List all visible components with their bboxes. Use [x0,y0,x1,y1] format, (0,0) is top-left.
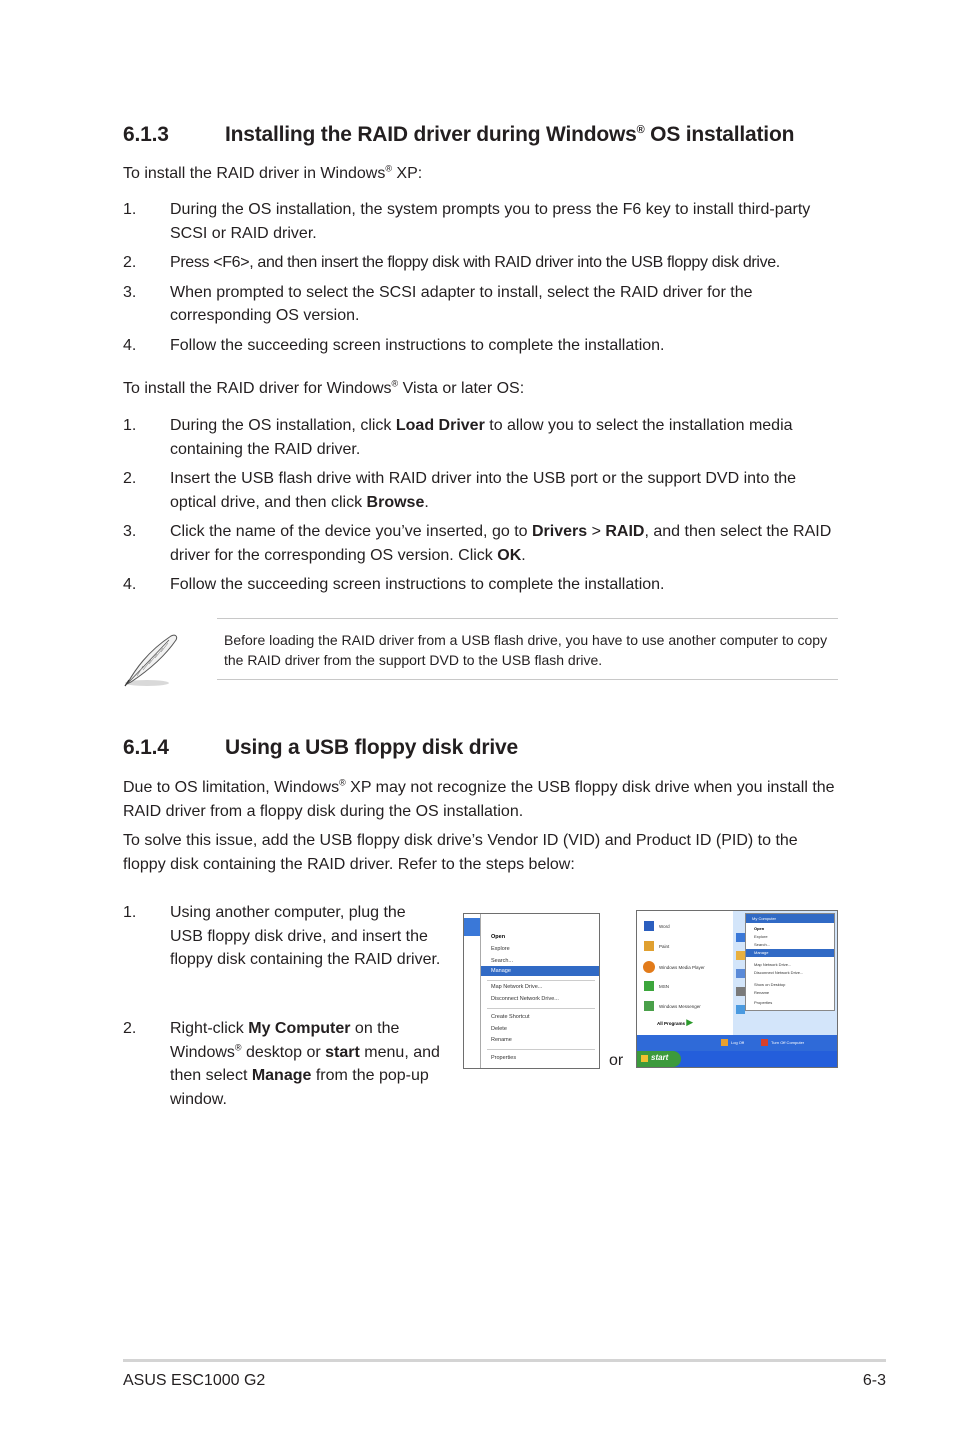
list-item[interactable]: Windows Messenger [659,1004,701,1009]
note-text: Before loading the RAID driver from a USB flash drive, you have to use another computer to copy the RAID driver from the support DVD to the USB flash drive. [224,632,828,668]
green-arrow-icon: ▶ [686,1017,694,1027]
list-item[interactable]: Windows Media Player [659,965,705,970]
list-item[interactable]: Paint [659,944,670,949]
note-top-rule [217,618,838,619]
footer-rule [123,1359,886,1362]
folder-icon [736,1005,745,1014]
section-613-title: Installing the RAID driver during Windows® OS installation [225,123,795,146]
menu-item[interactable]: Disconnect Network Drive... [491,996,559,1002]
menu-item[interactable]: Properties [754,1000,773,1005]
menu-item[interactable]: Map Network Drive... [754,962,792,967]
vista-intro: To install the RAID driver for Windows® Vista or later OS: [123,378,525,397]
footer-page-number: 6-3 [862,1372,886,1389]
paragraph: To solve this issue, add the USB floppy disk drive’s Vendor ID (VID) and Product ID (PID) to the floppy disk containing the RAID driver. Refer to the steps below: [123,832,798,873]
list-item: 4. Follow the succeeding screen instructions to complete the installation. [123,576,665,593]
or-label: or [609,1052,624,1069]
menu-item[interactable]: Open [754,926,765,931]
start-button[interactable]: start [637,1051,681,1067]
menu-item-my-computer[interactable]: My Computer [746,914,834,923]
divider [487,980,595,981]
menu-item[interactable]: Disconnect Network Drive... [754,970,804,975]
menu-item[interactable]: Explore [754,934,768,939]
list-item: 2. Right-click My Computer on the Windows® desktop or start menu, and then select Manage from the pop-up window. [123,1020,440,1108]
windows-logo-icon [641,1055,648,1062]
menu-item[interactable]: Explore [491,946,510,952]
list-item: 2. Insert the USB flash drive with RAID driver into the USB port or the support DVD into the optical drive, and then click Browse. [123,470,797,511]
start-menu-screenshot [636,910,838,1068]
turn-off-button[interactable]: Turn Off Computer [771,1040,805,1045]
list-item: 1. During the OS installation, the system prompts you to press the F6 key to install third-party SCSI or RAID driver. [123,201,811,242]
all-programs-item[interactable]: All Programs ▶ [657,1017,694,1027]
paragraph: Due to OS limitation, Windows® XP may not recognize the USB floppy disk drive when you install the RAID driver from a floppy disk during the OS installation. [123,777,835,820]
section-614-number: 6.1.4 [123,736,169,759]
media-player-icon [643,961,655,973]
xp-intro: To install the RAID driver in Windows® XP: [123,163,423,182]
menu-item[interactable]: Properties [491,1055,517,1061]
folder-icon [736,969,745,978]
menu-item[interactable]: Rename [491,1037,512,1043]
log-off-icon [721,1039,728,1046]
section-613-heading [123,123,883,147]
section-613-number: 6.1.3 [123,123,169,146]
menu-item[interactable]: Create Shortcut [491,1014,530,1020]
list-item[interactable]: Word [659,924,670,929]
vista-steps-list [123,414,838,603]
list-item[interactable]: MSN [659,984,669,989]
list-item: 3. When prompted to select the SCSI adapter to install, select the RAID driver for the corresponding OS version. [123,283,753,324]
list-item: 4. Follow the succeeding screen instructions to complete the installation. [123,336,665,354]
footer-product: ASUS ESC1000 G2 [123,1372,266,1389]
menu-item-manage[interactable]: Manage [746,949,834,957]
msn-icon [644,981,654,991]
folder-icon [736,951,745,960]
menu-item[interactable]: Rename [754,990,770,995]
divider [487,1049,595,1050]
pen-icon [121,630,181,688]
menu-item[interactable]: Search... [754,942,771,947]
context-submenu [745,913,835,1011]
list-item: 2. Press <F6>, and then insert the floppy disk with RAID driver into the USB floppy disk drive. [123,254,780,271]
menu-item[interactable]: Delete [491,1026,507,1032]
paint-icon [644,941,654,951]
turn-off-icon [761,1039,768,1046]
context-menu-screenshot [463,913,600,1069]
menu-item[interactable]: Open [491,934,506,940]
section-614-title: Using a USB floppy disk drive [225,736,518,759]
folder-icon [736,933,745,942]
note-bottom-rule [217,679,838,680]
menu-item[interactable]: Map Network Drive... [491,984,543,990]
section-614-heading [123,736,883,760]
messenger-icon [644,1001,654,1011]
divider [487,1008,595,1009]
word-icon [644,921,654,931]
menu-item[interactable]: Show on Desktop [754,982,786,987]
folder-icon [736,987,745,996]
start-menu-left-pane [637,911,733,1035]
list-item: 3. Click the name of the device you’ve inserted, go to Drivers > RAID, and then select the RAID driver for the corresponding OS version. Click OK. [123,523,832,564]
xp-steps-list [123,198,838,363]
taskbar [637,1051,837,1067]
start-menu-bottom-bar [637,1035,837,1051]
list-item: 1. During the OS installation, click Load Driver to allow you to select the installation media containing the RAID driver. [123,417,793,458]
log-off-button[interactable]: Log Off [731,1040,745,1045]
my-computer-icon [464,918,480,936]
menu-item[interactable]: Search... [491,958,514,964]
list-item: 1. Using another computer, plug the USB floppy disk drive, and insert the floppy disk containing the RAID driver. [123,904,441,968]
menu-item-manage[interactable]: Manage [481,966,600,976]
